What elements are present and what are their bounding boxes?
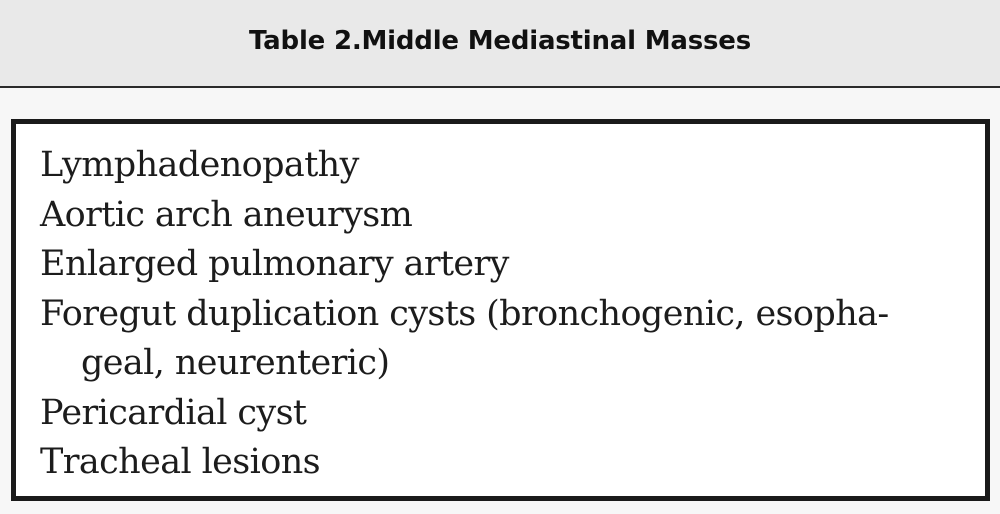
list-item-pericardial-cyst: Pericardial cyst — [40, 392, 307, 433]
list-item-foregut-duplication-cysts: Foregut duplication cysts (bronchogenic, esopha- geal, neurenteric) — [40, 293, 889, 383]
table-title: Table 2.Middle Mediastinal Masses — [249, 26, 751, 56]
list-item-aortic-arch-aneurysm: Aortic arch aneurysm — [40, 194, 413, 235]
table-frame — [11, 119, 990, 501]
mass-list — [40, 141, 965, 488]
list-item-enlarged-pulmonary-artery: Enlarged pulmonary artery — [40, 244, 509, 284]
table-caption-bar — [0, 0, 1000, 88]
list-item-lymphadenopathy: Lymphadenopathy — [40, 145, 359, 185]
list-item-tracheal-lesions: Tracheal lesions — [40, 442, 321, 482]
table-content-area — [0, 88, 1000, 514]
